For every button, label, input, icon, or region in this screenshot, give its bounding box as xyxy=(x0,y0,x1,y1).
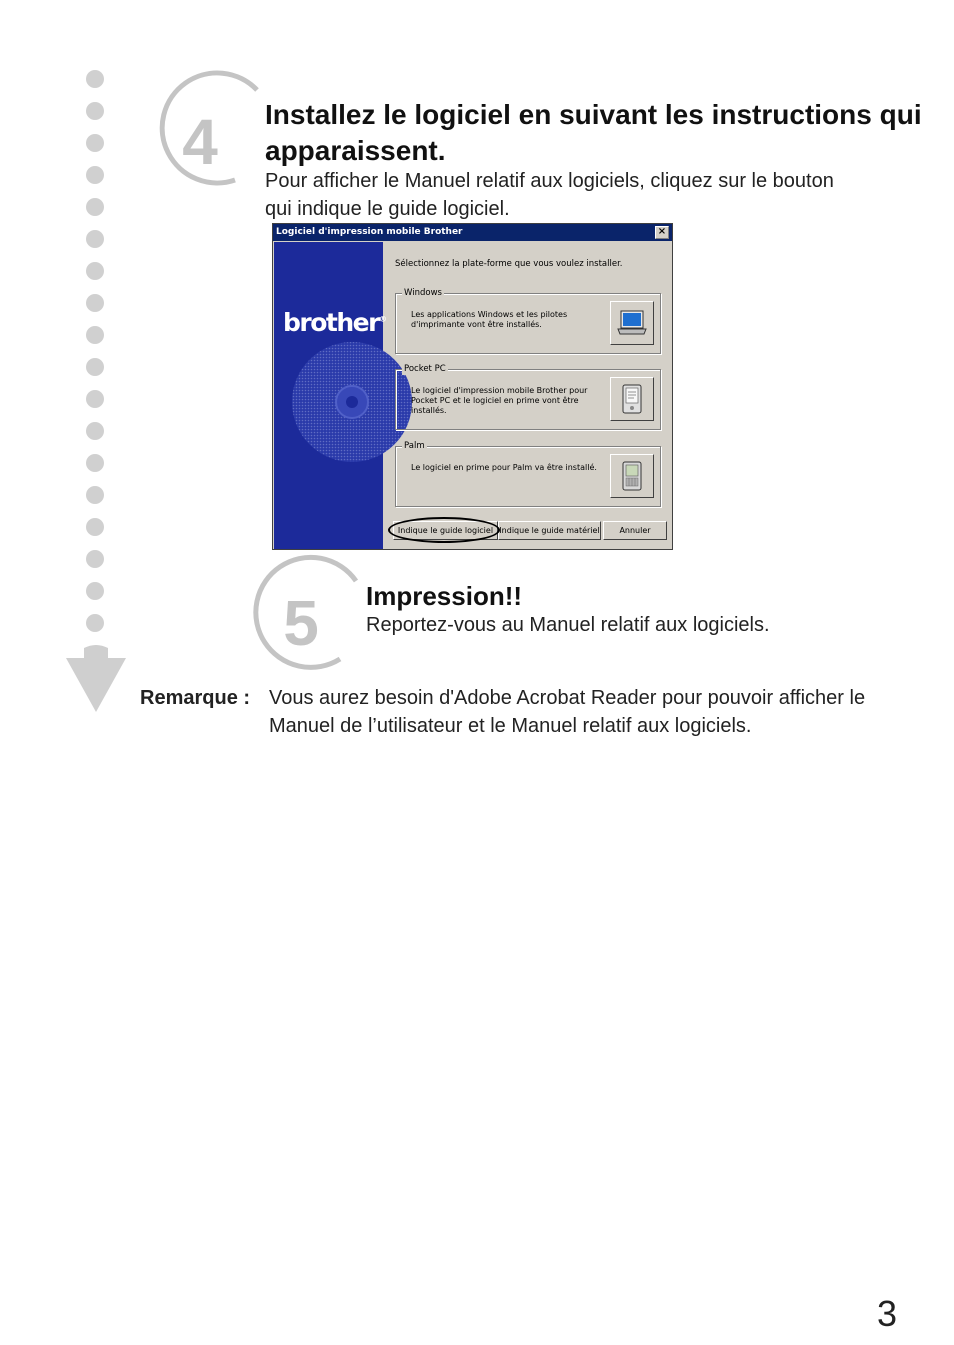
progress-dot xyxy=(86,518,104,536)
step-5-title: Impression!! xyxy=(366,581,523,611)
installer-dialog xyxy=(272,223,673,550)
hardware-guide-button[interactable]: Indique le guide matériel xyxy=(498,521,601,540)
dialog-titlebar xyxy=(273,224,672,241)
progress-dot xyxy=(86,294,104,312)
close-icon[interactable]: × xyxy=(655,226,669,239)
progress-dot xyxy=(86,134,104,152)
step-4-title: Installez le logiciel en suivant les instructions qui apparaissent. xyxy=(265,99,922,166)
progress-dot xyxy=(86,550,104,568)
note-label: Remarque : xyxy=(140,687,251,709)
software-guide-button[interactable]: Indique le guide logiciel xyxy=(393,521,498,540)
step-4-number: 4 xyxy=(182,106,218,178)
progress-dot xyxy=(86,422,104,440)
laptop-icon xyxy=(617,309,647,337)
progress-dot xyxy=(86,614,104,632)
dialog-intro: Sélectionnez la plate-forme que vous voulez installer. xyxy=(395,259,623,269)
dialog-title: Logiciel d'impression mobile Brother xyxy=(276,227,463,237)
group-desc: Le logiciel d'impression mobile Brother pour Pocket PC et le logiciel en prime vont être installés. xyxy=(411,386,588,415)
dialog-button-row xyxy=(389,521,667,541)
group-title: Palm xyxy=(404,441,425,451)
group-desc: Les applications Windows et les pilotes d'imprimante vont être installés. xyxy=(411,310,568,329)
progress-dot xyxy=(86,326,104,344)
down-arrow-icon xyxy=(64,644,128,714)
group-pocketpc xyxy=(395,364,661,430)
progress-dot xyxy=(86,166,104,184)
progress-dot xyxy=(86,70,104,88)
group-title: Windows xyxy=(404,288,442,298)
palm-install-button[interactable] xyxy=(610,454,654,498)
progress-dot xyxy=(86,198,104,216)
page-number: 3 xyxy=(876,1293,897,1334)
group-windows xyxy=(395,288,661,354)
step-5-body: Reportez-vous au Manuel relatif aux logiciels. xyxy=(366,614,770,636)
step-5-badge xyxy=(244,563,359,675)
palm-icon xyxy=(621,461,643,491)
note-text: Vous aurez besoin d'Adobe Acrobat Reader pour pouvoir afficher le Manuel de l’utilisateur et le Manuel relatif aux logiciels. xyxy=(269,687,866,737)
step-4-badge xyxy=(145,82,260,194)
group-desc: Le logiciel en prime pour Palm va être installé. xyxy=(411,463,597,472)
progress-dot xyxy=(86,390,104,408)
progress-dot xyxy=(86,102,104,120)
progress-dots xyxy=(86,70,104,646)
brand-panel xyxy=(274,242,387,549)
group-title: Pocket PC xyxy=(404,364,446,374)
dialog-content xyxy=(385,242,671,549)
brother-logo: brother® xyxy=(283,308,387,337)
pocketpc-install-button[interactable] xyxy=(610,377,654,421)
windows-install-button[interactable] xyxy=(610,301,654,345)
progress-dot xyxy=(86,230,104,248)
progress-dot xyxy=(86,486,104,504)
cancel-button[interactable]: Annuler xyxy=(603,521,667,540)
step-4-body: Pour afficher le Manuel relatif aux logiciels, cliquez sur le bouton qui indique le guide logiciel. xyxy=(265,170,834,220)
step-5-number: 5 xyxy=(283,587,319,659)
cd-graphic-icon xyxy=(274,242,383,549)
progress-dot xyxy=(86,454,104,472)
progress-dot xyxy=(86,582,104,600)
pocketpc-icon xyxy=(621,384,643,414)
progress-dot xyxy=(86,358,104,376)
group-palm xyxy=(395,441,661,507)
progress-dot xyxy=(86,262,104,280)
